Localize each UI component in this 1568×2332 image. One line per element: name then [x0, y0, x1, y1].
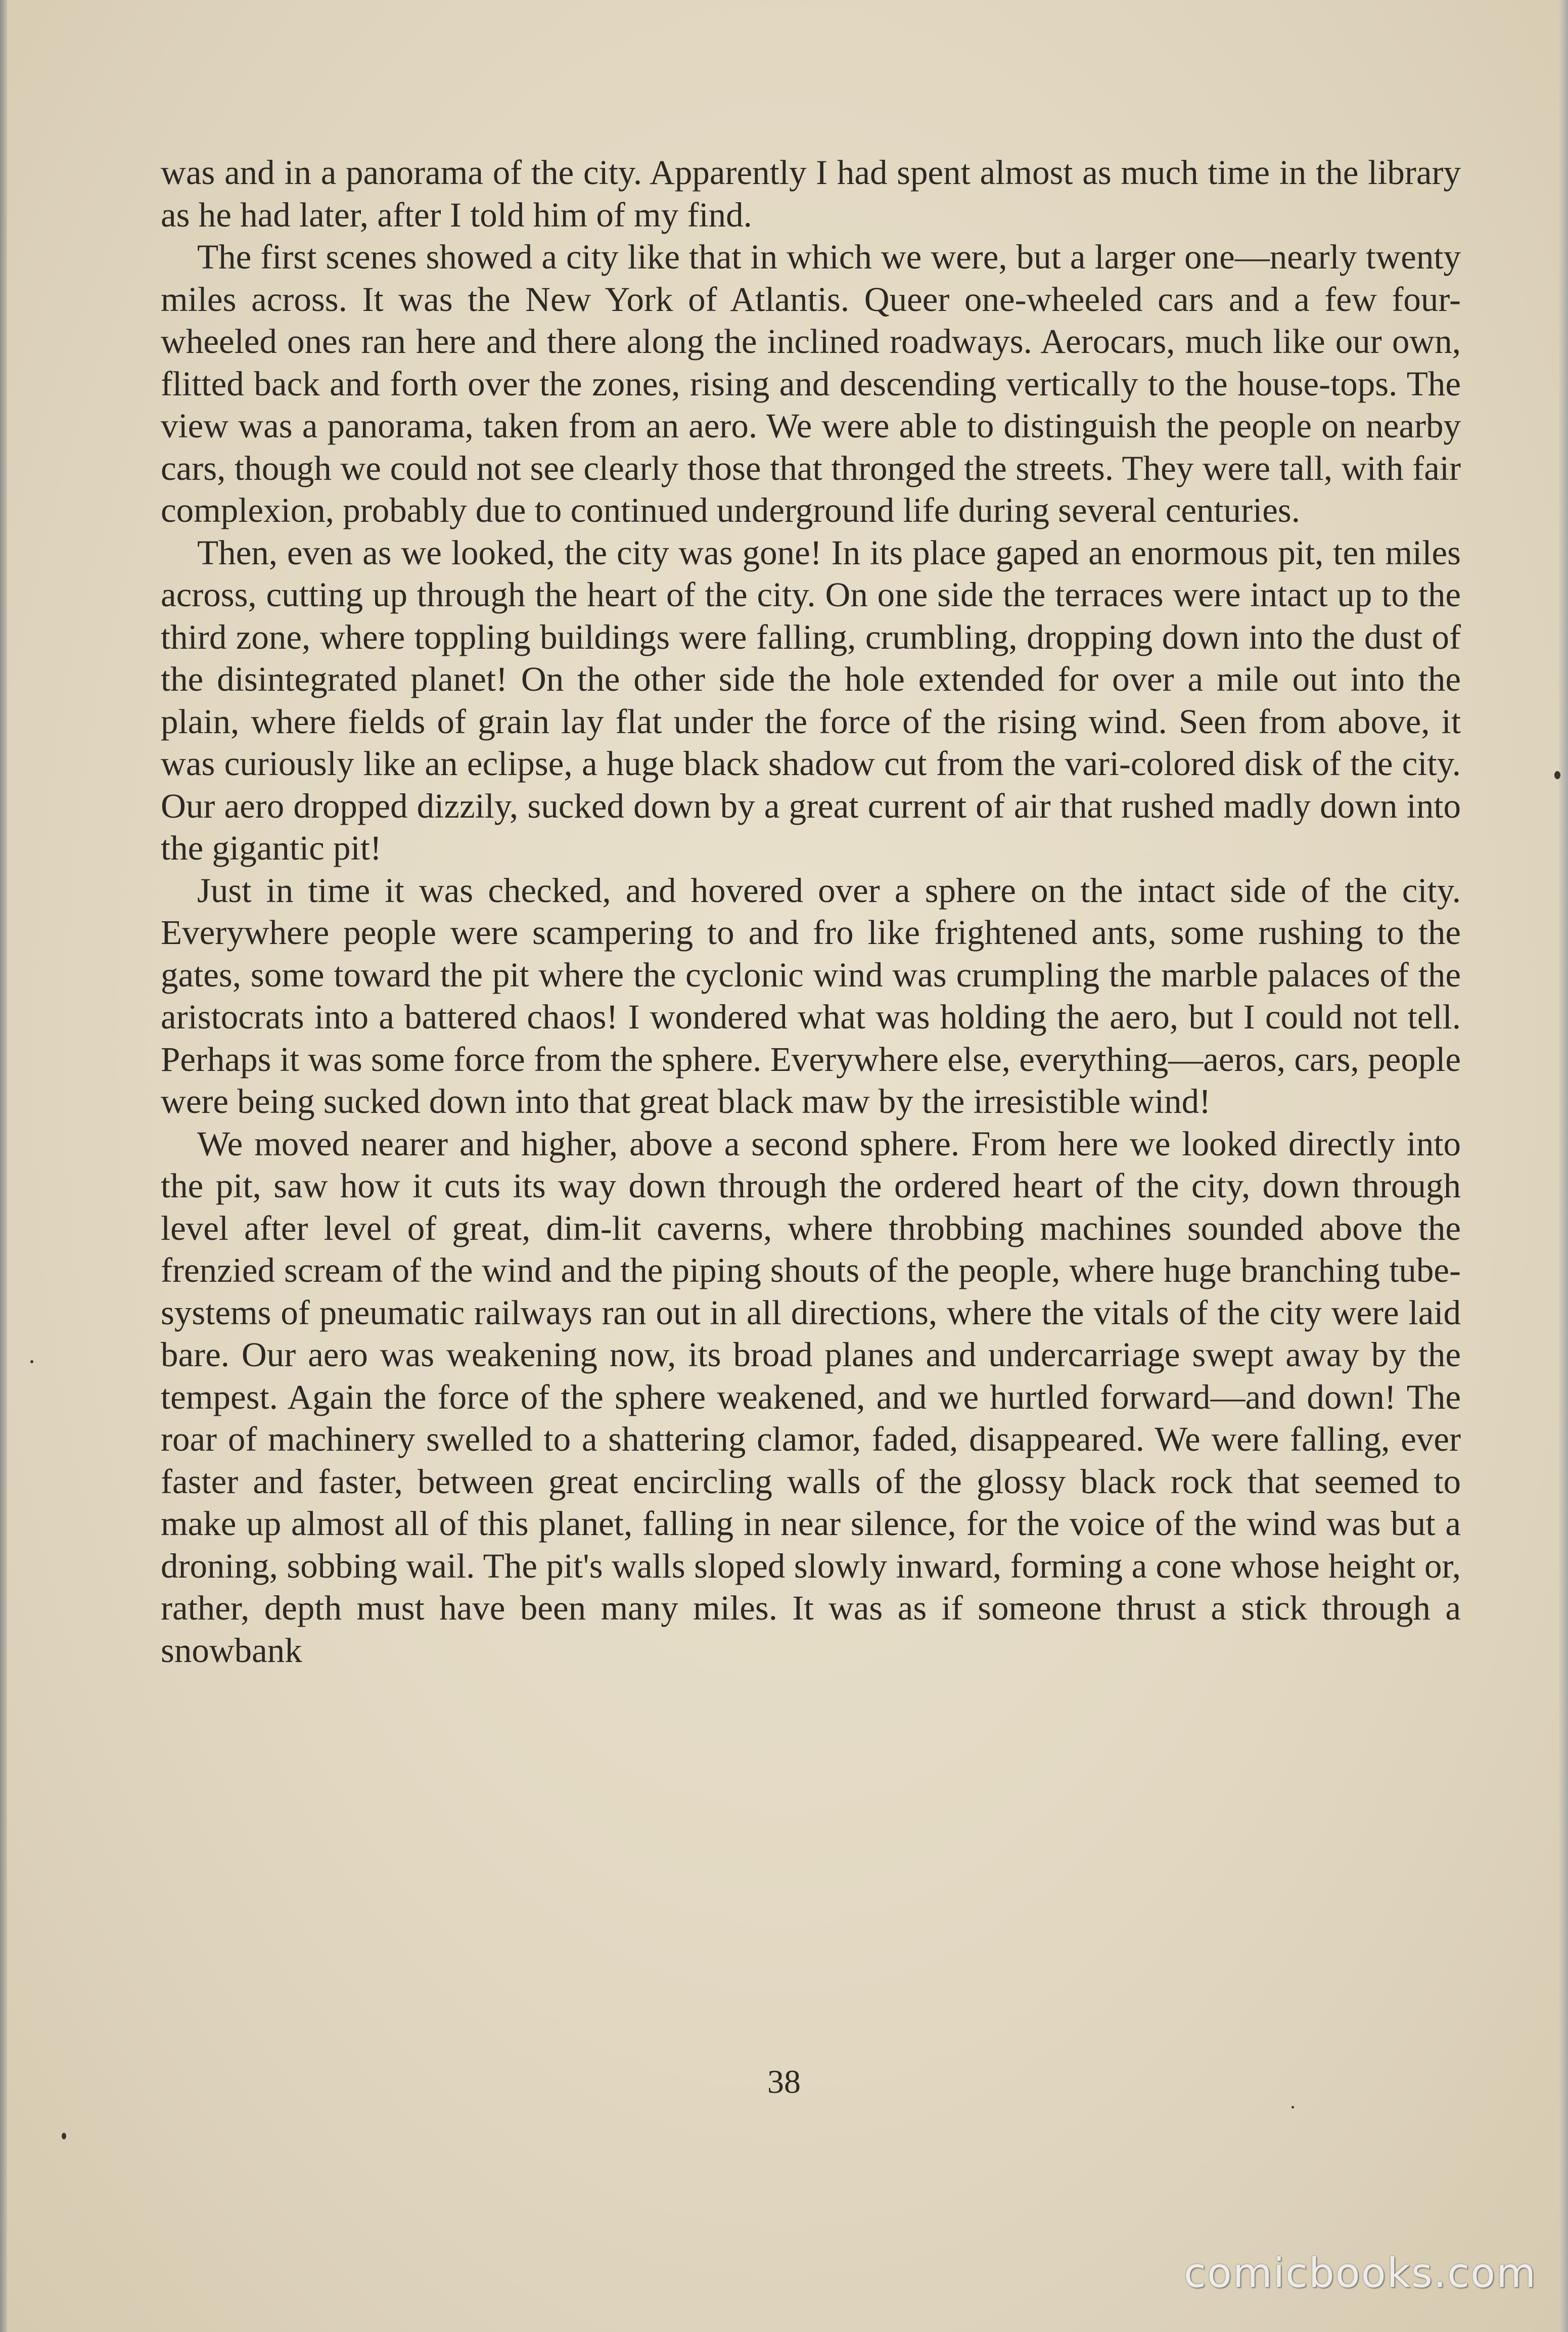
page-right-edge [1559, 0, 1568, 2332]
body-text [161, 152, 1461, 1672]
paragraph: Then, even as we looked, the city was gone! In its place gaped an enormous pit, ten miles across, cutting up through the heart of the city. On one side the terraces were intact up to the third zone, where toppling buildings were falling, crumbling, dropping down into the dust of the disintegrated planet! On the other side the hole extended for over a mile out into the plain, where fields of grain lay flat under the force of the rising wind. Seen from above, it was curiously like an eclipse, a huge black shadow cut from the vari-colored disk of the city. Our aero dropped dizzily, sucked down by a great current of air that rushed madly down into the gigantic pit! [161, 533, 1461, 867]
paragraph: We moved nearer and higher, above a second sphere. From here we looked directly into the pit, saw how it cuts its way down through the ordered heart of the city, down through level after level of great, dim-lit caverns, where throbbing machines sounded above the frenzied scream of the wind and the piping shouts of the people, where huge branching tube-systems of pneumatic railways ran out in all directions, where the vitals of the city were laid bare. Our aero was weakening now, its broad planes and undercarriage swept away by the tempest. Again the force of the sphere weakened, and we hurtled forward—and down! The roar of machinery swelled to a shattering clamor, faded, disappeared. We were falling, ever faster and faster, between great encircling walls of the glossy black rock that seemed to make up almost all of this planet, falling in near silence, for the voice of the wind was but a droning, sobbing wail. The pit's walls sloped slowly inward, forming a cone whose height or, rather, depth must have been many miles. It was as if someone thrust a stick through a snowbank [161, 1124, 1461, 1670]
paper-speck [1292, 2106, 1294, 2109]
paper-speck [30, 1360, 33, 1363]
paper-speck [1554, 771, 1560, 779]
watermark: comicbooks.com [1183, 2250, 1537, 2297]
paragraph: The first scenes showed a city like that in which we were, but a larger one—nearly twenty miles across. It was the New York of Atlantis. Queer one-wheeled cars and a few four-wheeled ones ran here and there along the inclined roadways. Aerocars, much like our own, flitted back and forth over the zones, rising and descending vertically to the house-tops. The view was a panorama, taken from an aero. We were able to distinguish the people on nearby cars, though we could not see clearly those that thronged the streets. They were tall, with fair complexion, probably due to continued underground life during several centuries. [161, 238, 1461, 529]
paper-speck [62, 2133, 66, 2139]
page-number: 38 [767, 2064, 801, 2100]
page-left-edge [0, 0, 7, 2332]
paragraph: Just in time it was checked, and hovered over a sphere on the intact side of the city. Everywhere people were scampering to and fro like frightened ants, some rushing to the gates, some toward the pit where the cyclonic wind was crumpling the marble palaces of the aristocrats into a battered chaos! I wondered what was holding the aero, but I could not tell. Perhaps it was some force from the sphere. Everywhere else, everything—aeros, cars, people were being sucked down into that great black maw by the irresistible wind! [161, 871, 1461, 1120]
paragraph: was and in a panorama of the city. Apparently I had spent almost as much time in the library as he had later, after I told him of my find. [161, 153, 1461, 234]
